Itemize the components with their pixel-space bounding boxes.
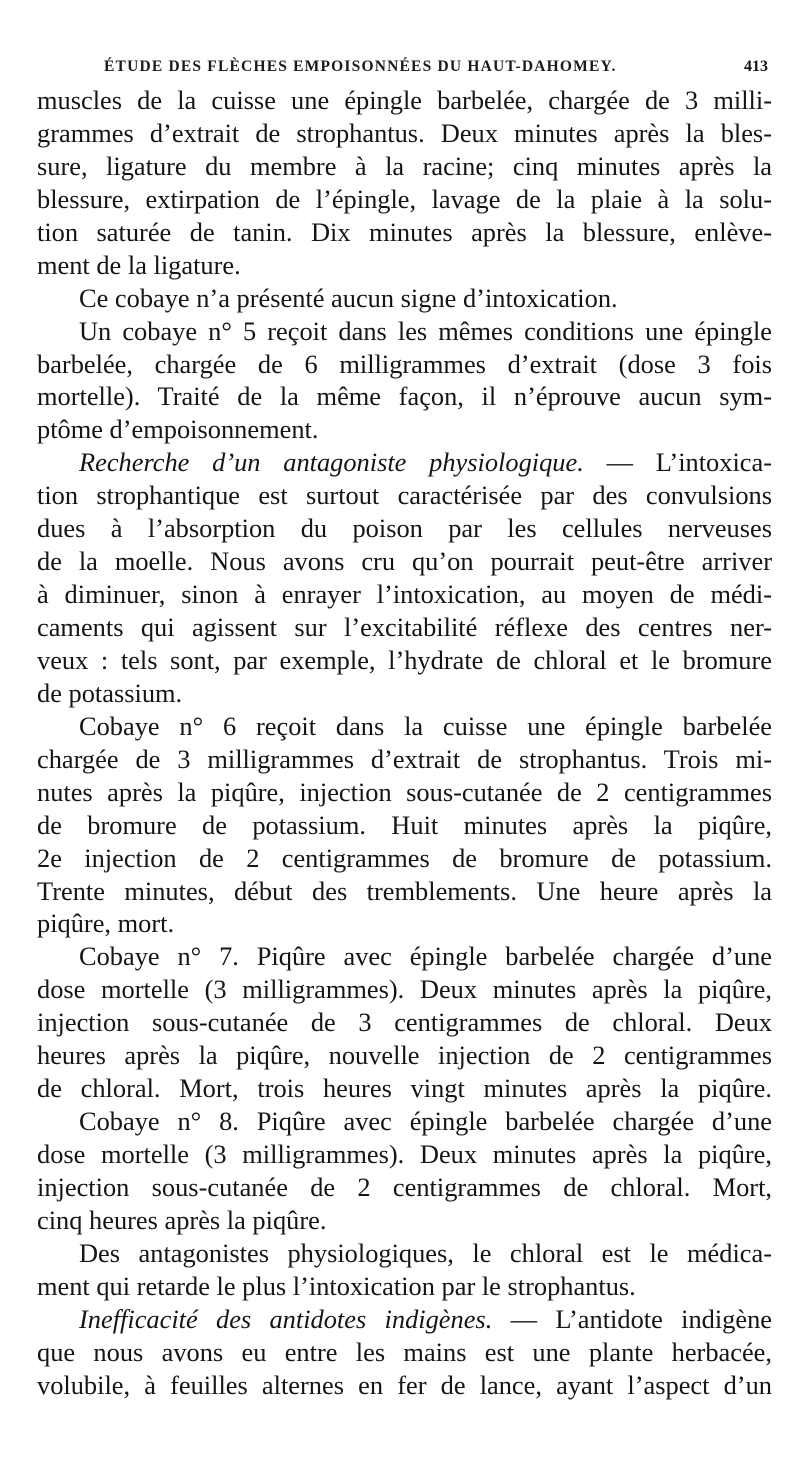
text-line: volubile, à feuilles alternes en fer de lance, ayant l’aspect d’un — [37, 1369, 772, 1400]
text-line: heures après la piqûre, nouvelle injection de 2 centigrammes — [37, 1040, 772, 1071]
section-heading: Recherche d’un antagoniste physiologique. — [79, 447, 584, 478]
text-line: de la moelle. Nous avons cru qu’on pourrait peut-être arriver — [37, 546, 772, 577]
text-line: ptôme d’empoisonnement. — [37, 414, 319, 445]
text-line: cinq heures après la piqûre. — [37, 1204, 327, 1235]
text-line: Cobaye n° 7. Piqûre avec épingle barbelée chargée d’une — [79, 941, 772, 972]
text-line: de potassium. — [37, 677, 183, 708]
text-line: Cobaye n° 6 reçoit dans la cuisse une épingle barbelée — [79, 710, 772, 741]
section-heading-line: Recherche d’un antagoniste physiologique. — L’intoxica- — [79, 447, 772, 478]
section-heading: Inefficacité des antidotes indigènes. — [79, 1303, 493, 1334]
text-line: que nous avons eu entre les mains est une plante herbacée, — [37, 1336, 772, 1367]
text-line: injection sous-cutanée de 3 centigrammes de chloral. Deux — [37, 1007, 772, 1038]
text-line: de chloral. Mort, trois heures vingt minutes après la piqûre. — [37, 1073, 772, 1104]
text-line: injection sous-cutanée de 2 centigrammes de chloral. Mort, — [37, 1171, 772, 1202]
text-line: tion strophantique est surtout caractérisée par des convulsions — [37, 480, 772, 511]
text-line: à diminuer, sinon à enrayer l’intoxication, au moyen de médi- — [37, 579, 772, 610]
text-line: de bromure de potassium. Huit minutes après la piqûre, — [37, 809, 772, 840]
text-line: blessure, extirpation de l’épingle, lavage de la plaie à la solu- — [37, 183, 772, 214]
running-title: ÉTUDE DES FLÈCHES EMPOISONNÉES DU HAUT-DAHOMEY. — [104, 58, 617, 75]
text-line: Ce cobaye n’a présenté aucun signe d’intoxication. — [79, 282, 618, 313]
text-line: barbelée, chargée de 6 milligrammes d’extrait (dose 3 fois — [37, 348, 772, 379]
text-line: nutes après la piqûre, injection sous-cutanée de 2 centigrammes — [37, 776, 772, 807]
text-line: tion saturée de tanin. Dix minutes après la blessure, enlève- — [37, 216, 772, 247]
text-line: Des antagonistes physiologiques, le chloral est le médica- — [79, 1237, 772, 1268]
text-line: mortelle). Traité de la même façon, il n’éprouve aucun sym- — [37, 381, 772, 412]
text-line: Un cobaye n° 5 reçoit dans les mêmes conditions une épingle — [79, 315, 772, 346]
page-number: 413 — [744, 58, 768, 75]
text-line: muscles de la cuisse une épingle barbelée, chargée de 3 milli- — [37, 85, 772, 115]
text-line: caments qui agissent sur l’excitabilité réflexe des centres ner- — [37, 612, 772, 642]
text-line: sure, ligature du membre à la racine; cinq minutes après la — [37, 150, 772, 181]
text-line: grammes d’extrait de strophantus. Deux minutes après la bles- — [37, 117, 772, 148]
text-line: Cobaye n° 8. Piqûre avec épingle barbelée chargée d’une — [79, 1106, 772, 1137]
text-line: chargée de 3 milligrammes d’extrait de strophantus. Trois mi- — [37, 743, 772, 774]
text-line: dues à l’absorption du poison par les cellules nerveuses — [37, 513, 772, 544]
text-line: ment de la ligature. — [37, 249, 241, 280]
text-line: 2e injection de 2 centigrammes de bromure de potassium. — [37, 842, 772, 873]
text-line: dose mortelle (3 milligrammes). Deux minutes après la piqûre, — [37, 974, 772, 1005]
text-line: dose mortelle (3 milligrammes). Deux minutes après la piqûre, — [37, 1139, 772, 1169]
text-line: veux : tels sont, par exemple, l’hydrate de chloral et le bromure — [37, 644, 772, 675]
section-heading-line: Inefficacité des antidotes indigènes. — L’antidote indigène — [79, 1303, 772, 1334]
body-text — [37, 84, 772, 1402]
text-line: piqûre, mort. — [37, 908, 175, 939]
text-line: ment qui retarde le plus l’intoxication par le strophantus. — [37, 1270, 636, 1301]
text-line: Trente minutes, début des tremblements. Une heure après la — [37, 875, 772, 906]
